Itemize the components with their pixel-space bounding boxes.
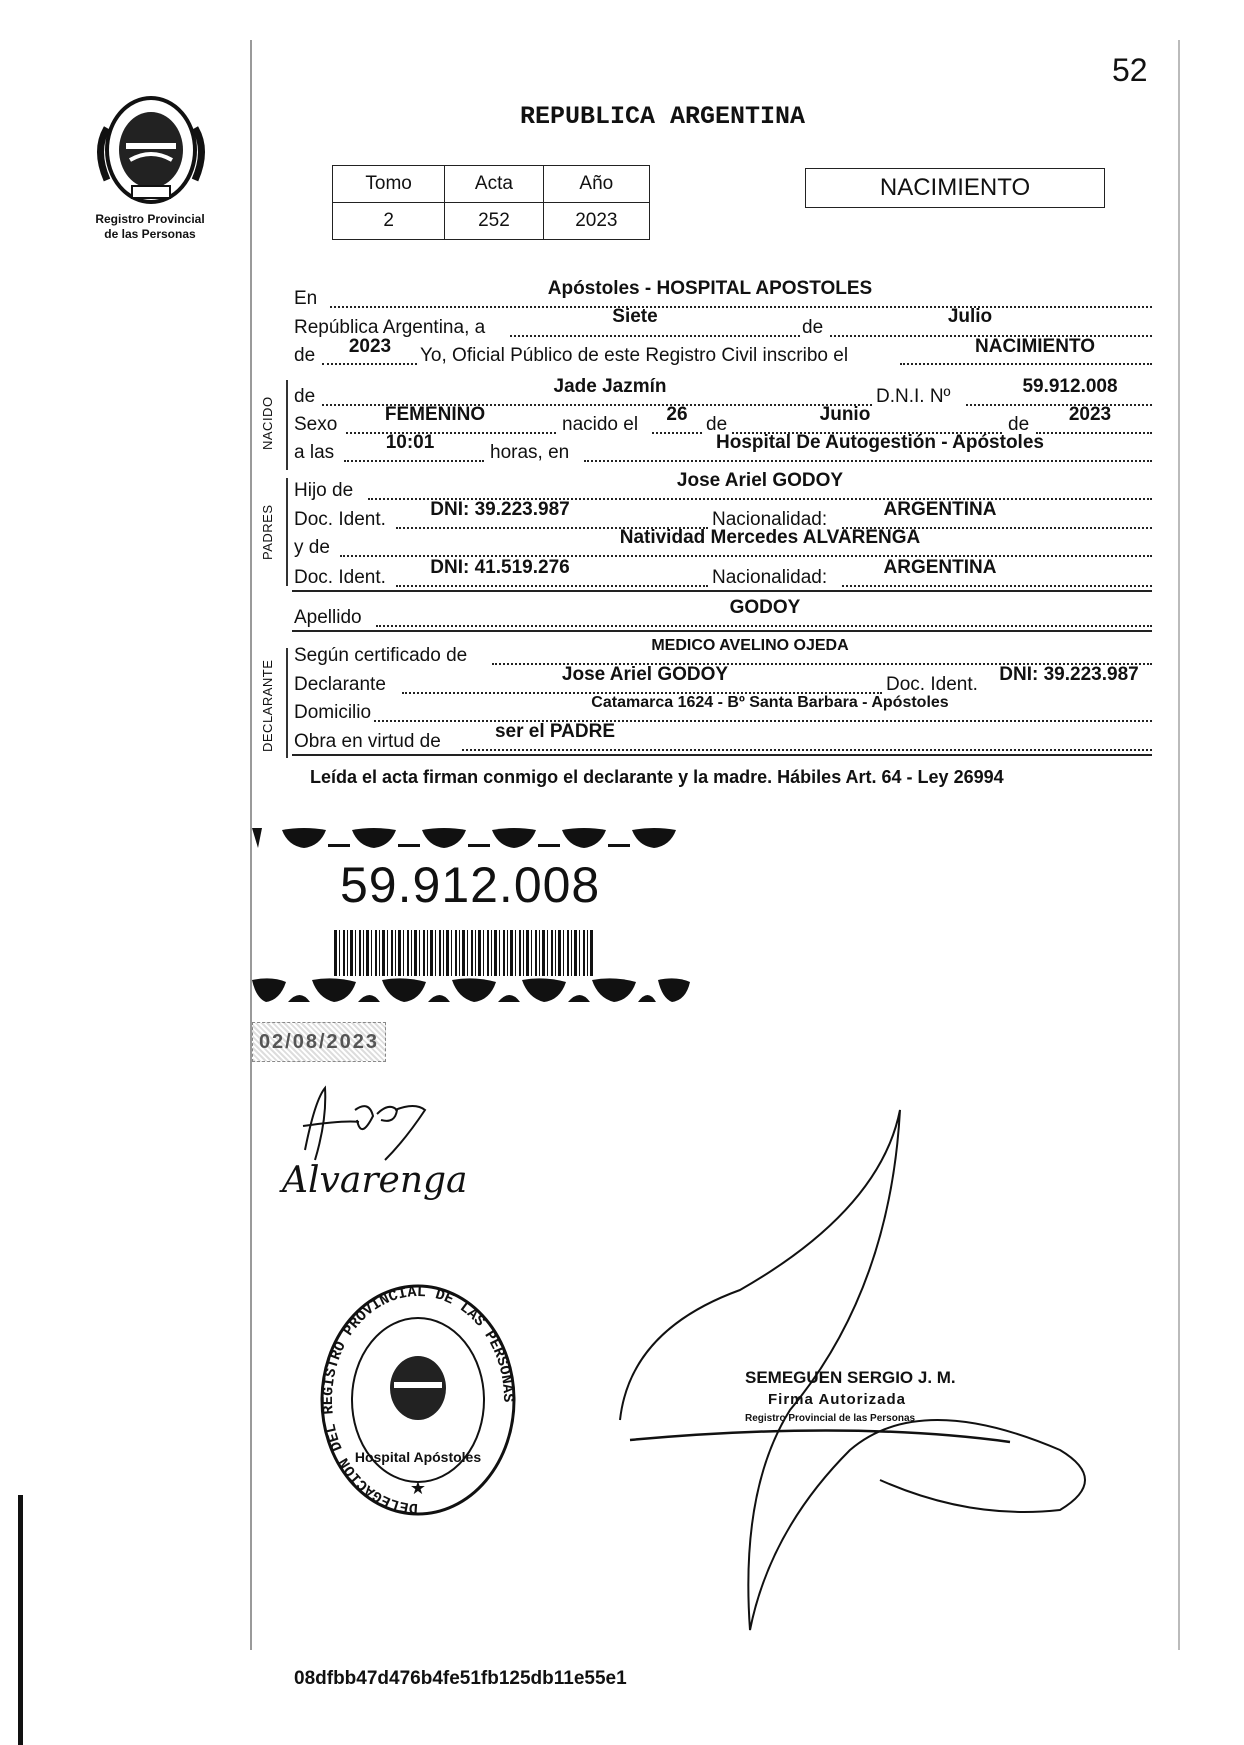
section-bar-padres: [286, 478, 288, 586]
label-de-birth-year: de: [1008, 414, 1030, 435]
security-pattern-bottom: [252, 976, 692, 1006]
value-acta: 252: [445, 203, 543, 240]
value-mother-nat: ARGENTINA: [883, 557, 997, 578]
label-declarant-doc: Doc. Ident.: [886, 674, 978, 695]
divider-padres: [292, 590, 1152, 592]
dots-year: [322, 363, 417, 365]
value-day: Siete: [612, 306, 658, 327]
label-segun: Según certificado de: [294, 645, 468, 666]
label-a-las: a las: [294, 442, 335, 463]
registry-table-header-row: [333, 166, 650, 203]
logo-org-line2: de las Personas: [104, 227, 196, 241]
value-time: 10:01: [385, 432, 435, 453]
declarant-signature: [285, 1080, 445, 1170]
label-father-nat: Nacionalidad:: [712, 509, 828, 530]
value-inscribed: NACIMIENTO: [975, 336, 1095, 357]
margin-line-right: [1178, 40, 1180, 1650]
label-de-birth-month: de: [706, 414, 728, 435]
label-obra: Obra en virtud de: [294, 731, 441, 752]
label-de-name: de: [294, 386, 316, 407]
label-mother-doc: Doc. Ident.: [294, 567, 386, 588]
authority-name: SEMEGUEN SERGIO J. M.: [745, 1368, 956, 1387]
value-place: Apóstoles - HOSPITAL APOSTOLES: [547, 278, 873, 299]
value-declarant: Jose Ariel GODOY: [561, 664, 729, 685]
value-name: Jade Jazmín: [553, 376, 667, 397]
authority-signature-stroke: [590, 1090, 1150, 1640]
dots-time: [344, 460, 484, 462]
label-horas: horas, en: [490, 442, 570, 463]
barcode: [334, 930, 594, 976]
divider-apellido: [292, 630, 1152, 632]
logo-org-line1: Registro Provincial: [95, 212, 205, 226]
dots-capacity: [462, 749, 1152, 751]
scan-edge-mark: [18, 1495, 23, 1745]
label-dni: D.N.I. Nº: [876, 386, 951, 407]
label-nacido-el: nacido el: [562, 414, 639, 435]
value-anio: 2023: [543, 203, 649, 240]
doc-type-box: NACIMIENTO: [805, 168, 1105, 208]
province-seal-logo: [92, 88, 210, 213]
label-oficial: Yo, Oficial Público de este Registro Civil inscribo el: [420, 345, 849, 366]
label-declarante: Declarante: [294, 674, 386, 695]
label-apellido: Apellido: [294, 607, 362, 628]
value-birth-month: Junio: [819, 404, 871, 425]
label-de-month: de: [802, 317, 824, 338]
security-pattern-top: [252, 824, 692, 852]
value-address: Catamarca 1624 - Bº Santa Barbara - Apóstoles: [591, 694, 949, 711]
registry-table-value-row: [333, 203, 650, 240]
section-bar-declarante: [286, 648, 288, 758]
section-label-nacido: NACIDO: [260, 396, 275, 450]
value-father: Jose Ariel GODOY: [676, 470, 844, 491]
value-father-nat: ARGENTINA: [883, 499, 997, 520]
value-mother: Natividad Mercedes ALVARENGA: [619, 527, 921, 548]
registry-table: [332, 165, 650, 240]
label-mother-nat: Nacionalidad:: [712, 567, 828, 588]
authority-role: Firma Autorizada: [768, 1391, 906, 1408]
label-republica: República Argentina, a: [294, 317, 486, 338]
value-birth-day: 26: [666, 404, 688, 425]
value-certificate: MEDICO AVELINO OJEDA: [651, 637, 849, 654]
page-number: 52: [1112, 52, 1148, 88]
seal-outer-text: DELEGACION DEL REGISTRO PROVINCIAL DE LAS PERSONAS: [320, 1283, 517, 1517]
value-tomo: 2: [333, 203, 445, 240]
value-year: 2023: [348, 336, 392, 357]
value-dni: 59.912.008: [1022, 376, 1118, 397]
value-mother-doc: DNI: 41.519.276: [430, 557, 570, 578]
dots-inscribed: [900, 363, 1152, 365]
label-y-de: y de: [294, 537, 330, 558]
label-de-year: de: [294, 345, 316, 366]
value-birth-year: 2023: [1068, 404, 1112, 425]
value-surname: GODOY: [729, 597, 801, 618]
date-stamp: 02/08/2023: [252, 1022, 386, 1062]
divider-declarante: [292, 754, 1152, 756]
section-label-declarante: DECLARANTE: [260, 659, 275, 752]
registry-delegation-seal: [318, 1282, 518, 1522]
label-domicilio: Domicilio: [294, 702, 372, 723]
label-sexo: Sexo: [294, 414, 338, 435]
dots-birth-place: [584, 460, 1152, 462]
label-en: En: [294, 288, 318, 309]
seal-star-icon: ★: [409, 1478, 427, 1498]
dots-surname: [376, 625, 1152, 627]
value-sex: FEMENINO: [384, 404, 486, 425]
header-anio: Año: [543, 166, 649, 203]
section-label-padres: PADRES: [260, 504, 275, 560]
section-bar-nacido: [286, 380, 288, 470]
header-tomo: Tomo: [333, 166, 445, 203]
value-father-doc: DNI: 39.223.987: [430, 499, 570, 520]
value-declarant-doc: DNI: 39.223.987: [999, 664, 1139, 685]
label-hijo-de: Hijo de: [294, 480, 354, 501]
header-acta: Acta: [445, 166, 543, 203]
country-title: REPUBLICA ARGENTINA: [520, 102, 806, 131]
mother-signature: Alvarenga: [282, 1160, 468, 1201]
seal-inner-text: Hospital Apóstoles: [354, 1449, 482, 1465]
document-hash: 08dfbb47d476b4fe51fb125db11e55e1: [294, 1668, 627, 1689]
authority-org: Registro Provincial de las Personas: [745, 1413, 916, 1424]
label-father-doc: Doc. Ident.: [294, 509, 386, 530]
dots-mother-nat: [842, 585, 1152, 587]
dots-mother-doc: [396, 585, 708, 587]
legal-note: Leída el acta firman conmigo el declarante y la madre. Hábiles Art. 64 - Ley 26994: [310, 767, 1004, 787]
value-birth-place: Hospital De Autogestión - Apóstoles: [716, 432, 1044, 453]
dni-number-large: 59.912.008: [340, 857, 601, 913]
dots-day: [510, 335, 800, 337]
value-capacity: ser el PADRE: [494, 721, 616, 742]
value-month: Julio: [947, 306, 993, 327]
